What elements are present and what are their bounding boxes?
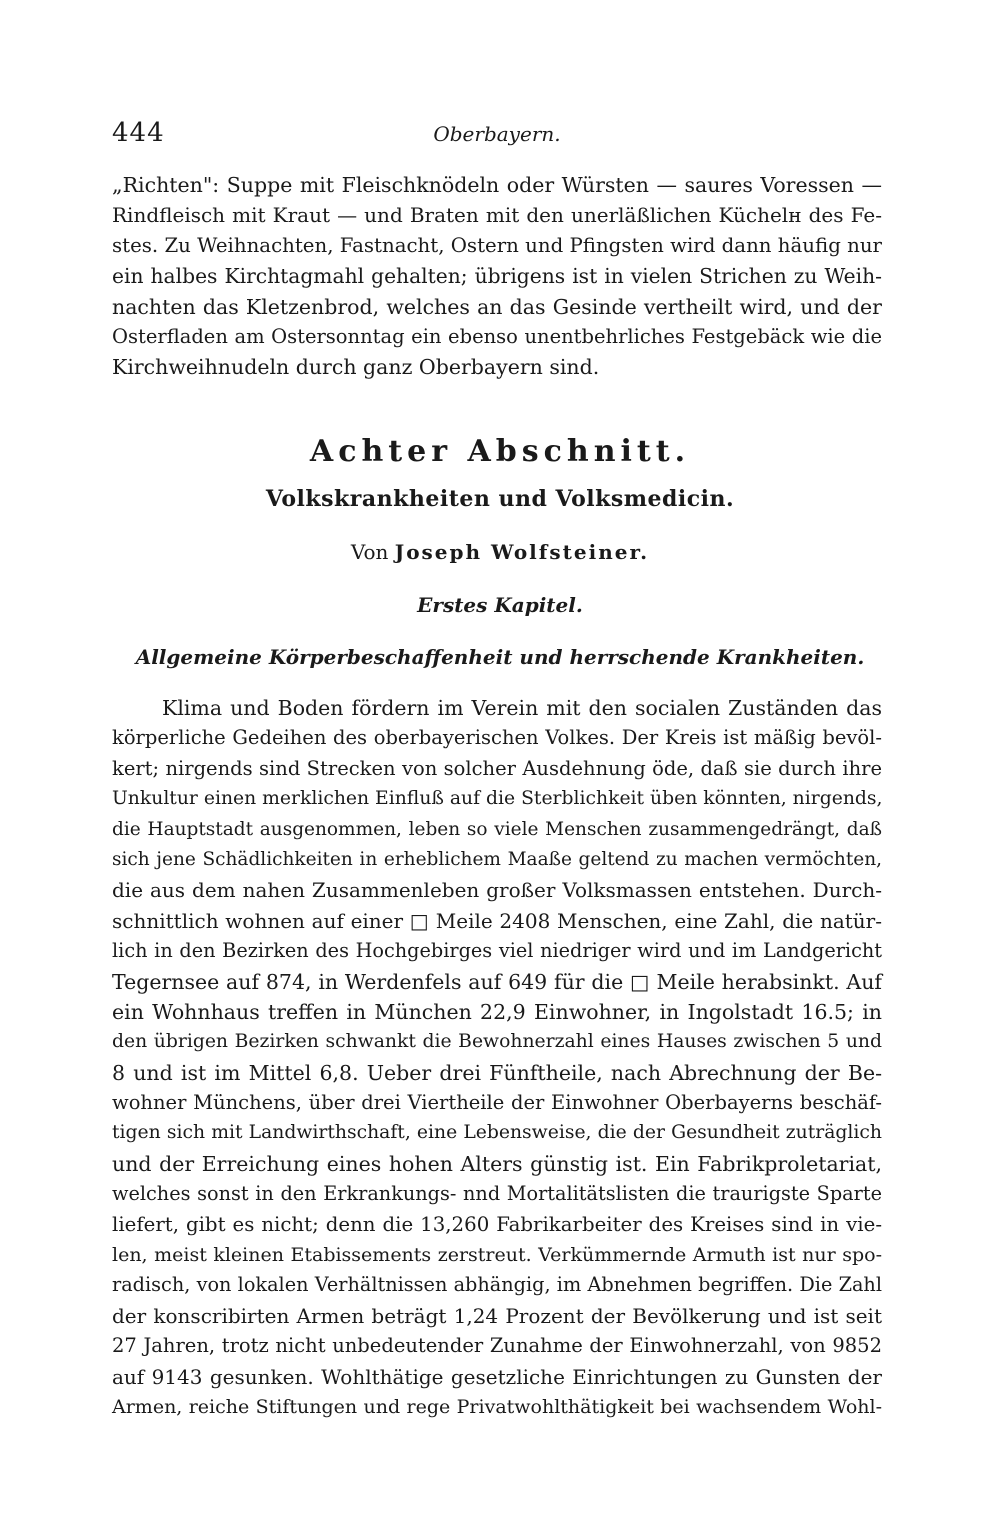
text-line: Osterfladen am Ostersonntag ein ebenso unentbehrliches Festgebäck wie die <box>112 324 882 348</box>
text-line: 8 und ist im Mittel 6,8. Ueber drei Fünftheile, nach Abrechnung der Be- <box>112 1060 882 1085</box>
text-line: stes. Zu Weihnachten, Fastnacht, Ostern und Pfingsten wird dann häufig nur <box>112 233 882 257</box>
text-line: len, meist kleinen Etabissements zerstreut. Verkümmernde Armuth ist nur spo- <box>112 1244 882 1267</box>
text-line: welches sonst in den Erkrankungs- nnd Mortalitätslisten die traurigste Sparte <box>112 1182 882 1206</box>
text-line: die aus dem nahen Zusammenleben großer Volksmassen entstehen. Durch- <box>112 878 882 903</box>
text-line: auf 9143 gesunken. Wohlthätige gesetzliche Einrichtungen zu Gunsten der <box>112 1364 882 1389</box>
text-line: ein halbes Kirchtagmahl gehalten; übrigens ist in vielen Strichen zu Weih- <box>112 264 882 289</box>
page-header <box>112 118 882 158</box>
subject-title: Volkskrankheiten und Volksmedicin. <box>265 486 735 512</box>
text-line: Rindfleisch mit Kraut — und Braten mit den unerläßlichen Küchelн des Fe- <box>112 203 882 228</box>
text-line: Klima und Boden fördern im Verein mit den socialen Zuständen das <box>162 696 882 720</box>
text-line: schnittlich wohnen auf einer □ Meile 2408 Menschen, eine Zahl, die natür- <box>112 908 882 933</box>
chapter-subtitle: Allgemeine Körperbeschaffenheit und herrschende Krankheiten. <box>135 645 865 669</box>
author-prefix: Von <box>350 540 389 564</box>
text-line: körperliche Gedeihen des oberbayerischen Volkes. Der Kreis ist mäßig bevöl- <box>112 726 882 750</box>
text-line: radisch, von lokalen Verhältnissen abhängig, im Abnehmen begriffen. Die Zahl <box>112 1273 882 1297</box>
page-number: 444 <box>112 118 165 148</box>
text-line: nachten das Kletzenbrod, welches an das Gesinde vertheilt wird, und der <box>112 294 882 319</box>
text-line: Unkultur einen merklichen Einfluß auf die Sterblichkeit üben könnten, nirgends, <box>112 788 883 810</box>
text-line: sich jene Schädlichkeiten in erheblichem Maaße geltend zu machen vermöchten, <box>112 848 882 870</box>
text-line: Tegernsee auf 874, in Werdenfels auf 649 für die □ Meile herabsinkt. Auf <box>112 969 882 994</box>
text-line: und der Erreichung eines hohen Alters günstig ist. Ein Fabrikproletariat, <box>112 1151 882 1176</box>
intro-paragraph <box>112 170 882 383</box>
text-line: liefert, gibt es nicht; denn die 13,260 Fabrikarbeiter des Kreises sind in vie- <box>112 1212 882 1236</box>
text-line: die Hauptstadt ausgenommen, leben so viele Menschen zusammengedrängt, daß <box>112 818 882 840</box>
chapter-heading: Erstes Kapitel. <box>417 593 583 617</box>
text-line: Kirchweihnudeln durch ganz Oberbayern sind. <box>112 355 600 380</box>
author-name: Joseph Wolfsteiner. <box>394 540 650 564</box>
text-line: kert; nirgends sind Strecken von solcher Ausdehnung öde, daß sie durch ihre <box>112 756 882 780</box>
text-line: Armen, reiche Stiftungen und rege Privatwohlthätigkeit bei wachsendem Wohl- <box>112 1395 882 1418</box>
section-title: Achter Abschnitt. <box>309 434 691 469</box>
text-line: „Richten": Suppe mit Fleischknödeln oder Würsten — saures Voressen — <box>112 173 882 197</box>
text-line: 27 Jahren, trotz nicht unbedeutender Zunahme der Einwohnerzahl, von 9852 <box>112 1334 882 1358</box>
text-line: tigen sich mit Landwirthschaft, eine Lebensweise, die der Gesundheit zuträglich <box>112 1122 882 1144</box>
text-line: lich in den Bezirken des Hochgebirges viel niedriger wird und im Landgericht <box>112 939 882 963</box>
text-line: wohner Münchens, über drei Viertheile der Einwohner Oberbayerns beschäf- <box>112 1091 882 1115</box>
running-head: Oberbayern. <box>433 122 561 146</box>
author-line <box>0 540 1000 564</box>
text-line: den übrigen Bezirken schwankt die Bewohnerzahl eines Hauses zwischen 5 und <box>112 1031 882 1053</box>
text-line: ein Wohnhaus treffen in München 22,9 Einwohner, in Ingolstadt 16.5; in <box>112 999 882 1024</box>
body-paragraph <box>112 693 882 1422</box>
text-line: der konscribirten Armen beträgt 1,24 Prozent der Bevölkerung und ist seit <box>112 1303 882 1328</box>
